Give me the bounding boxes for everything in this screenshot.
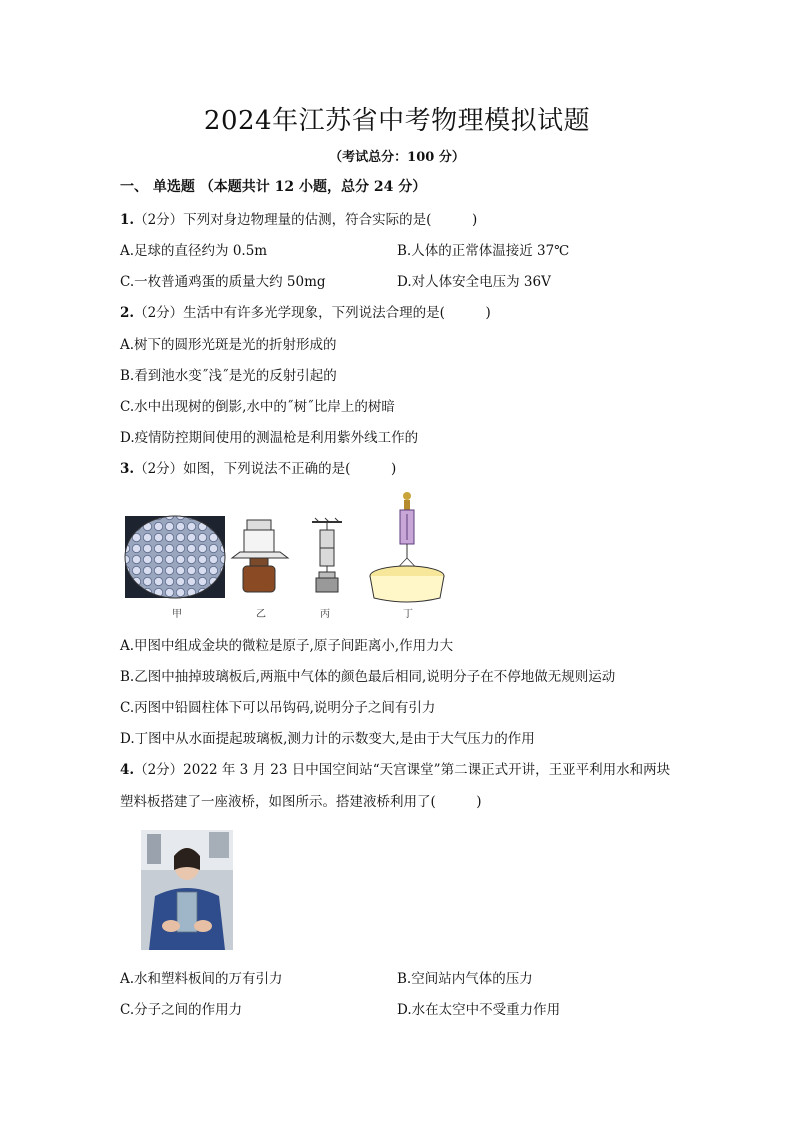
figure-label-ding: 丁	[403, 609, 413, 620]
page-subtitle: （考试总分：100 分）	[329, 150, 465, 165]
question-stem: （2分）生活中有许多光学现象，下列说法合理的是( )	[134, 305, 491, 321]
q4-option-d: D.水在太空中不受重力作用	[397, 1002, 561, 1018]
question-number: 4.	[120, 762, 135, 778]
q4-photo-liquid-bridge	[141, 830, 233, 950]
question-stem-line-1: （2分）2022 年 3 月 23 日中国空间站“天宫课堂”第二课正式开讲，王亚平利用水和两块	[134, 762, 671, 778]
q3-option-d: D.丁图中从水面提起玻璃板,测力计的示数变大,是由于大气压力的作用	[120, 731, 535, 747]
q3-option-b: B.乙图中抽掉玻璃板后,两瓶中气体的颜色最后相同,说明分子在不停地做无规则运动	[120, 669, 616, 685]
question-stem: （2分）下列对身边物理量的估测，符合实际的是( )	[134, 212, 478, 228]
q1-option-a: A.足球的直径约为 0.5m	[120, 243, 268, 259]
q1-option-c: C.一枚普通鸡蛋的质量大约 50mg	[120, 274, 326, 290]
question-3	[120, 457, 396, 477]
q4-option-b: B.空间站内气体的压力	[397, 971, 533, 987]
q2-option-c: C.水中出现树的倒影,水中的˝树˝比岸上的树暗	[120, 399, 395, 415]
figure-label-yi: 乙	[256, 609, 266, 620]
q4-option-c: C.分子之间的作用力	[120, 1002, 243, 1018]
question-4	[120, 758, 670, 778]
figure-label-jia: 甲	[172, 609, 182, 620]
q2-option-d: D.疫情防控期间使用的测温枪是利用紫外线工作的	[120, 430, 419, 446]
question-stem: （2分）如图，下列说法不正确的是( )	[134, 461, 397, 477]
question-number: 3.	[120, 461, 135, 477]
question-number: 2.	[120, 305, 135, 321]
question-1	[120, 208, 477, 228]
question-2	[120, 301, 491, 321]
q3-option-a: A.甲图中组成金块的微粒是原子,原子间距离小,作用力大	[120, 638, 454, 654]
page-title: 2024年江苏省中考物理模拟试题	[203, 106, 591, 136]
figure-label-bing: 丙	[320, 609, 330, 620]
q2-option-b: B.看到池水变˝浅˝是光的反射引起的	[120, 368, 337, 384]
q3-figure	[120, 488, 460, 624]
q1-option-b: B.人体的正常体温接近 37℃	[397, 243, 570, 259]
question-number: 1.	[120, 212, 135, 228]
q2-option-a: A.树下的圆形光斑是光的折射形成的	[120, 337, 337, 353]
figure-yi-gas-bottles	[232, 520, 288, 592]
q4-option-a: A.水和塑料板间的万有引力	[120, 971, 283, 987]
figure-bing-lead-cylinders	[312, 518, 342, 592]
section-heading: 一、 单选题 （本题共计 12 小题，总分 24 分）	[120, 179, 427, 195]
figure-jia-atom-lattice	[125, 516, 225, 598]
question-stem-line-2: 塑料板搭建了一座液桥，如图所示。搭建液桥利用了( )	[120, 794, 482, 810]
q1-option-d: D.对人体安全电压为 36V	[397, 274, 551, 290]
q3-option-c: C.丙图中铅圆柱体下可以吊钩码,说明分子之间有引力	[120, 700, 436, 716]
figure-ding-spring-scale	[370, 492, 444, 602]
